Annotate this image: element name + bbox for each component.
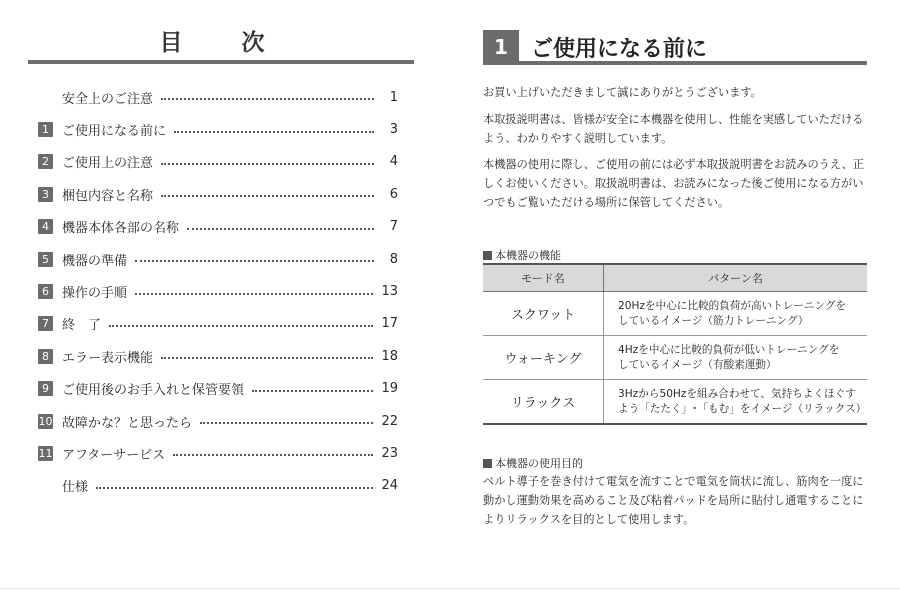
toc-item-label: 梱包内容と名称 [62, 188, 154, 204]
toc-item-label: 機器本体各部の名称 [62, 221, 180, 237]
toc-item-page: 3 [389, 122, 398, 138]
toc-leader-dots [252, 390, 373, 392]
toc-list [38, 81, 398, 502]
toc-item-number: 3 [38, 187, 53, 202]
square-bullet-icon [483, 459, 492, 468]
toc-item-page: 8 [389, 251, 398, 267]
toc-item-preparation[interactable] [38, 243, 398, 275]
toc-item-page: 22 [381, 413, 398, 429]
toc-item-end[interactable] [38, 308, 398, 340]
pattern-line: しているイメージ（筋力トレーニング） [618, 314, 809, 327]
toc-leader-dots [174, 131, 374, 133]
toc-item-care-storage[interactable] [38, 373, 398, 405]
toc-item-page: 24 [381, 478, 398, 494]
toc-item-number [38, 478, 53, 493]
toc-item-label: ご使用になる前に [62, 124, 167, 140]
pattern-description-cell [604, 380, 868, 425]
toc-leader-dots [187, 228, 374, 230]
pattern-line: しているイメージ（有酸素運動） [618, 358, 777, 371]
toc-item-number: 11 [38, 446, 53, 460]
toc-item-label: 仕様 [62, 480, 89, 496]
column-header-pattern: パターン名 [604, 264, 868, 292]
table-row [483, 292, 867, 336]
functions-table [483, 263, 867, 425]
toc-title-rule [28, 60, 414, 64]
pattern-line: 3Hzから50Hzを組み合わせて、気持ちよくほぐす [618, 387, 856, 400]
purpose-heading [483, 455, 583, 471]
toc-item-page: 4 [389, 154, 398, 170]
toc-item-operation[interactable] [38, 275, 398, 307]
toc-item-label: ご使用後のお手入れと保管要領 [62, 383, 245, 399]
mode-name-cell: ウォーキング [483, 336, 604, 380]
page-bottom-divider [0, 588, 900, 589]
toc-item-label: 終 了 [62, 318, 102, 334]
toc-item-number: 9 [38, 381, 53, 396]
toc-item-page: 18 [381, 348, 398, 364]
toc-item-number: 8 [38, 349, 53, 364]
toc-item-troubleshooting[interactable] [38, 405, 398, 437]
toc-item-page: 6 [389, 186, 398, 202]
pattern-line: 4Hzを中心に比較的負荷が低いトレーニングを [618, 343, 840, 356]
toc-item-number: 5 [38, 252, 53, 267]
column-header-mode: モード名 [483, 264, 604, 292]
toc-item-number: 1 [38, 122, 53, 137]
toc-leader-dots [161, 98, 374, 100]
section-title-rule [483, 61, 867, 65]
toc-item-part-names[interactable] [38, 211, 398, 243]
toc-leader-dots [135, 293, 373, 295]
toc-item-number: 4 [38, 219, 53, 234]
toc-item-page: 1 [389, 89, 398, 105]
pattern-line: 20Hzを中心に比較的負荷が高いトレーニングを [618, 299, 847, 312]
toc-leader-dots [161, 163, 374, 165]
toc-item-page: 7 [389, 219, 398, 235]
pattern-description-cell [604, 292, 868, 336]
toc-item-label: ご使用上の注意 [62, 156, 154, 172]
pattern-line: よう「たたく」･「もむ」をイメージ（リラックス） [618, 402, 867, 415]
toc-item-before-use[interactable] [38, 113, 398, 145]
functions-heading [483, 247, 561, 263]
toc-item-label: 操作の手順 [62, 286, 128, 302]
table-row [483, 380, 867, 425]
toc-item-specifications[interactable] [38, 470, 398, 502]
functions-heading-text: 本機器の機能 [495, 249, 561, 262]
toc-item-label: アフターサービス [62, 447, 166, 463]
toc-item-package-contents[interactable] [38, 178, 398, 210]
toc-item-number [38, 90, 53, 105]
toc-item-page: 13 [381, 284, 398, 300]
toc-item-number: 10 [38, 414, 53, 428]
toc-leader-dots [96, 487, 373, 489]
purpose-paragraph: ベルト導子を巻き付けて電気を流すことで電気を筒状に流し、筋肉を一度に動かし運動効果を高めること及び粘着パッドを局所に貼付し通電することによりリラックスを目的として使用します。 [483, 475, 864, 526]
toc-item-label: 故障かな？と思ったら [62, 415, 193, 431]
toc-title: 目 次 [159, 30, 283, 56]
toc-item-number: 6 [38, 284, 53, 299]
toc-item-safety[interactable] [38, 81, 398, 113]
intro-paragraph-2: 本取扱説明書は、皆様が安全に本機器を使用し、性能を実感していただけるよう、わかりやすく説明しています。 [483, 113, 864, 145]
pattern-description-cell [604, 336, 868, 380]
toc-leader-dots [109, 325, 373, 327]
mode-name-cell: スクワット [483, 292, 604, 336]
section-number-badge: 1 [483, 30, 519, 64]
toc-item-number: 7 [38, 316, 53, 331]
toc-leader-dots [161, 357, 373, 359]
toc-leader-dots [161, 195, 374, 197]
toc-item-label: 安全上のご注意 [62, 91, 154, 107]
toc-leader-dots [200, 422, 373, 424]
toc-item-page: 17 [381, 316, 398, 332]
mode-name-cell: リラックス [483, 380, 604, 425]
toc-item-number: 2 [38, 154, 53, 169]
section-title: ご使用になる前に [531, 36, 708, 62]
toc-item-after-service[interactable] [38, 437, 398, 469]
section-heading [483, 30, 707, 64]
square-bullet-icon [483, 251, 492, 260]
intro-paragraph-1: お買い上げいただきまして誠にありがとうございます。 [483, 86, 762, 99]
table-row [483, 336, 867, 380]
purpose-heading-text: 本機器の使用目的 [495, 457, 583, 470]
toc-item-label: エラー表示機能 [62, 350, 154, 366]
toc-item-label: 機器の準備 [62, 253, 128, 269]
toc-item-error-display[interactable] [38, 340, 398, 372]
toc-item-page: 19 [381, 381, 398, 397]
table-header-row [483, 264, 867, 292]
toc-item-precautions[interactable] [38, 146, 398, 178]
toc-leader-dots [173, 454, 373, 456]
toc-item-page: 23 [381, 445, 398, 461]
toc-leader-dots [135, 260, 374, 262]
intro-paragraph-3: 本機器の使用に際し、ご使用の前には必ず本取扱説明書をお読みのうえ、正しくお使いください。取扱説明書は、お読みになった後ご使用になる方がいつでもご覧いただける場所に保管してください。 [483, 158, 865, 209]
